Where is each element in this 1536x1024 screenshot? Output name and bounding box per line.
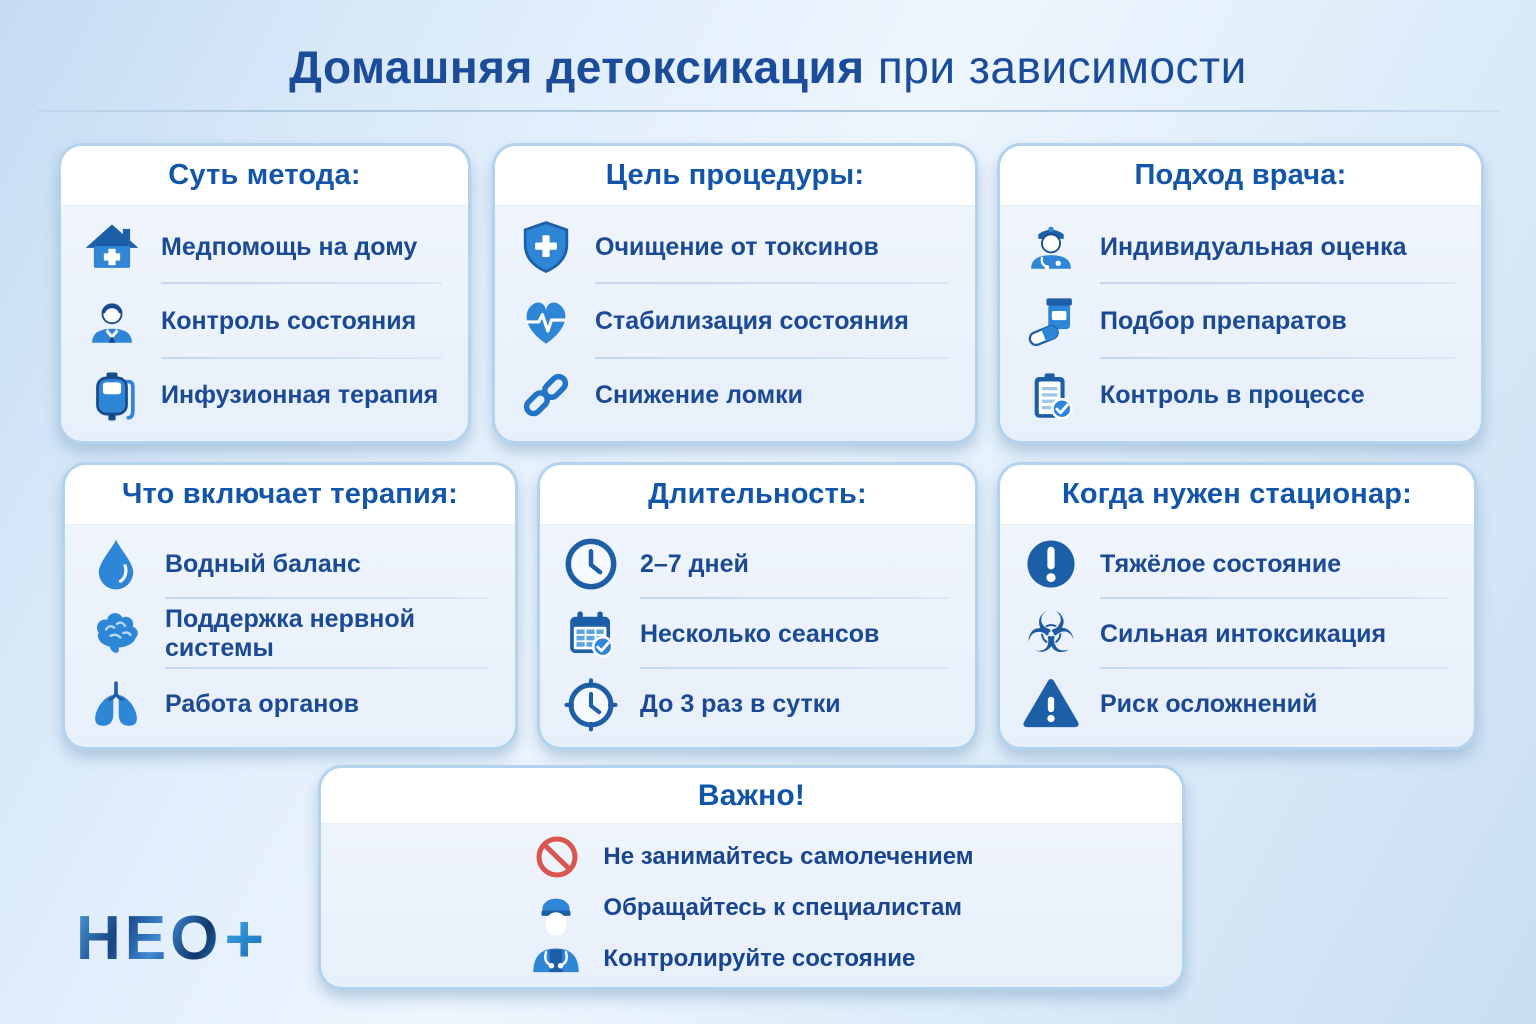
card-item-label: Работа органов [165, 689, 360, 718]
card-item [1022, 669, 1450, 739]
logo-plus-icon: + [224, 900, 265, 977]
card-title: Цель процедуры: [495, 146, 975, 206]
important-card-body [321, 824, 1182, 990]
page-title-regular: при зависимости [864, 41, 1247, 93]
important-item-label: Контролируйте состояние [603, 944, 916, 972]
card-item-label: До 3 раз в сутки [640, 689, 841, 718]
card-item-label: Очищение от токсинов [595, 232, 879, 261]
info-card [58, 143, 471, 444]
card-title: Подход врача: [1000, 146, 1481, 206]
heart-pulse-icon [517, 292, 575, 350]
card-item [562, 669, 951, 739]
card-body [61, 206, 468, 441]
card-item [562, 599, 951, 669]
card-item-label: Риск осложнений [1100, 689, 1318, 718]
alarm-clock-icon [562, 675, 620, 733]
card-item-label: Стабилизация состояния [595, 306, 909, 335]
info-card [997, 143, 1484, 444]
card-item [83, 210, 444, 284]
card-item [1022, 284, 1457, 358]
card-item-label: Снижение ломки [595, 381, 804, 410]
shield-cross-icon [517, 218, 575, 276]
water-drop-icon [87, 535, 145, 593]
card-item-label: Контроль в процессе [1100, 381, 1365, 410]
card-item-label: Сильная интоксикация [1100, 619, 1387, 648]
card-item [1022, 599, 1450, 669]
card-item [562, 529, 951, 599]
clock-icon [562, 535, 620, 593]
card-item-label: 2–7 дней [640, 549, 749, 578]
card-item [87, 599, 491, 669]
info-card [62, 462, 518, 750]
warning-triangle-icon [1022, 675, 1080, 733]
card-item [1022, 210, 1457, 284]
card-item-label: Тяжёлое состояние [1100, 549, 1342, 578]
card-body [1000, 206, 1481, 441]
card-item-label: Подбор препаратов [1100, 306, 1347, 335]
page-title-bold: Домашняя детоксикация [289, 41, 865, 93]
lungs-icon [87, 675, 145, 733]
important-item-label: Обращайтесь к специалистам [603, 893, 963, 921]
card-item [83, 284, 444, 358]
calendar-check-icon [562, 605, 620, 663]
brand-logo [76, 900, 265, 977]
card-item [517, 284, 951, 358]
clipboard-check-icon [1022, 367, 1080, 425]
card-body [495, 206, 975, 441]
card-item-label: Медпомощь на дому [161, 232, 418, 261]
card-title: Суть метода: [61, 146, 468, 206]
card-item-label: Водный баланс [165, 549, 361, 578]
title-divider [38, 110, 1500, 112]
info-card [537, 462, 978, 750]
pills-icon [1022, 292, 1080, 350]
card-item [1022, 529, 1450, 599]
card-title: Что включает терапия: [65, 465, 515, 525]
card-title: Длительность: [540, 465, 975, 525]
card-item [1022, 359, 1457, 433]
surgeon-icon [527, 886, 585, 982]
important-items [527, 831, 973, 984]
card-item-label: Инфузионная терапия [161, 381, 439, 410]
important-item-label: Не занимайтесь самолечением [603, 842, 974, 870]
card-item [83, 359, 444, 433]
card-body [540, 525, 975, 747]
card-item [517, 359, 951, 433]
important-card-title: Важно! [321, 768, 1182, 824]
doctor-cap-icon [1022, 218, 1080, 276]
doctor-icon [83, 292, 141, 350]
card-item-label: Несколько сеансов [640, 619, 880, 648]
card-item-label: Индивидуальная оценка [1100, 232, 1407, 261]
card-item-label: Контроль состояния [161, 306, 417, 335]
card-item [87, 669, 491, 739]
info-card [492, 143, 978, 444]
card-item [87, 529, 491, 599]
iv-bag-icon [83, 367, 141, 425]
prohibition-icon [534, 834, 580, 880]
house-medical-icon [83, 218, 141, 276]
brain-icon [87, 605, 145, 663]
chain-icon [517, 367, 575, 425]
info-card [997, 462, 1477, 750]
important-card [318, 765, 1185, 990]
card-item [517, 210, 951, 284]
exclamation-circle-icon [1022, 535, 1080, 593]
card-body [1000, 525, 1474, 747]
page-title [0, 40, 1536, 94]
card-title: Когда нужен стационар: [1000, 465, 1474, 525]
logo-neo-text: НЕО [76, 904, 223, 973]
card-body [65, 525, 515, 747]
biohazard-icon: ☣ [1025, 601, 1077, 666]
card-item-label: Поддержка нервной системы [165, 605, 415, 662]
